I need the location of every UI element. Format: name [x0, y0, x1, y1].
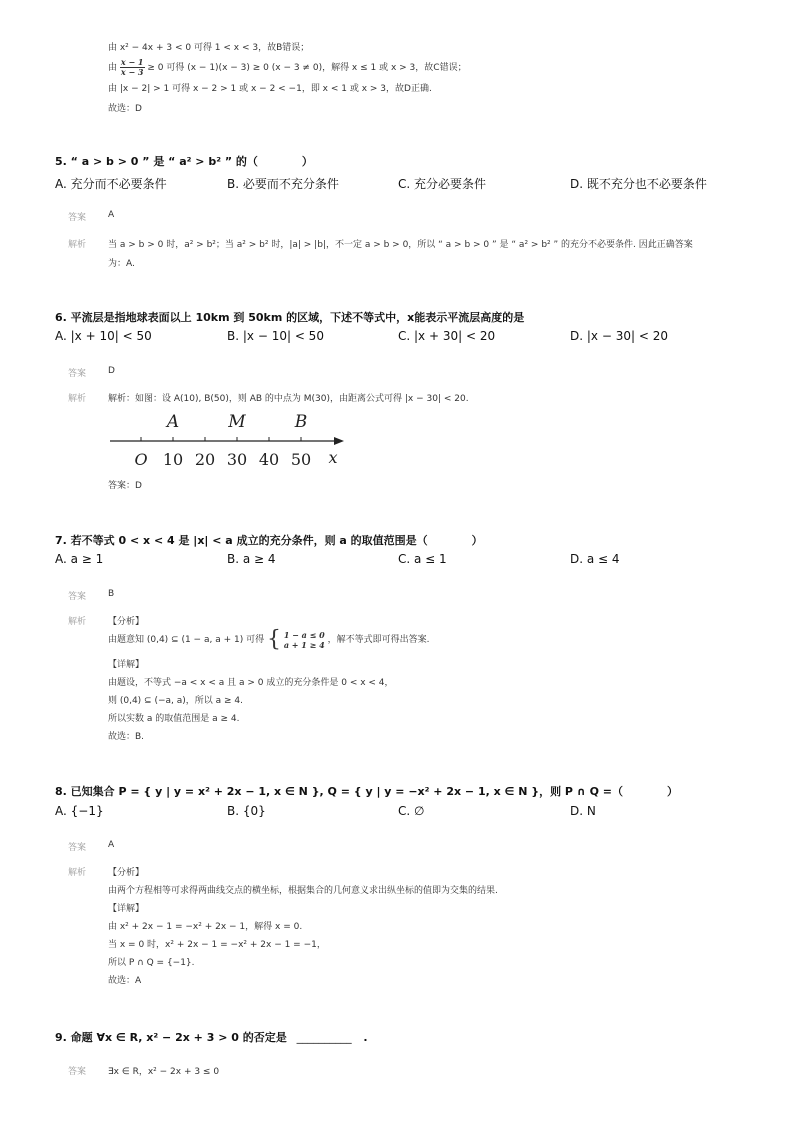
fraction — [120, 58, 145, 77]
tick-label-20: 20 — [194, 450, 216, 469]
q6-analysis-line-1: 解析：如图：设 A(10), B(50)，则 AB 的中点为 M(30)，由距离公式可得 |x − 30| < 20. — [108, 394, 469, 404]
q7-analysis-line-c: 则 (0,4) ⊆ (−a, a)，所以 a ≥ 4. — [108, 696, 244, 706]
q7-analysis-line-a — [108, 627, 429, 652]
point-label-m: M — [228, 412, 246, 432]
top-line-2 — [108, 58, 467, 77]
tick-label-30: 30 — [226, 450, 248, 469]
q6-option-d: D. |x − 30| < 20 — [570, 329, 668, 343]
q8-option-b: B. {0} — [227, 804, 266, 818]
q7-option-b: B. a ≥ 4 — [227, 552, 276, 566]
q8-analysis-line-e: 故选：A — [108, 976, 142, 986]
q8-analysis-line-d: 所以 P ∩ Q = {−1}. — [108, 958, 195, 968]
number-line — [104, 408, 354, 470]
tick-label-10: 10 — [162, 450, 184, 469]
q7-fenxi: 【分析】 — [108, 617, 145, 627]
q8-answer-label: 答案 — [68, 843, 87, 853]
point-label-b: B — [294, 412, 308, 432]
q5-analysis-line-2: 为：A. — [108, 259, 135, 269]
left-brace: { — [266, 627, 281, 652]
q5-option-b: B. 必要而不充分条件 — [227, 177, 339, 191]
tick-label-50: 50 — [290, 450, 312, 469]
q8-xiangjie: 【详解】 — [108, 904, 145, 914]
q5-option-d: D. 既不充分也不必要条件 — [570, 177, 707, 191]
q5-option-a: A. 充分而不必要条件 — [55, 177, 167, 191]
q9-answer-label: 答案 — [68, 1067, 87, 1077]
fraction-denominator: x − 3 — [120, 67, 144, 77]
q5-analysis-label: 解析 — [68, 240, 87, 250]
q6-analysis-label: 解析 — [68, 394, 87, 404]
axis-label-x: x — [328, 448, 338, 467]
q9-stem: 9. 命题 ∀x ∈ R, x² − 2x + 3 > 0 的否定是 — [55, 1031, 287, 1044]
top-line-2-pre: 由 — [108, 63, 118, 73]
q6-option-a: A. |x + 10| < 50 — [55, 329, 152, 343]
q7-stem: 7. 若不等式 0 < x < 4 是 |x| < a 成立的充分条件，则 a 的取值范围是（ ） — [55, 534, 483, 547]
q8-analysis-label: 解析 — [68, 868, 87, 878]
q7-line-a-post: ，解不等式即可得出答案. — [327, 635, 430, 645]
brace-system — [267, 627, 325, 652]
fraction-numerator: x − 1 — [120, 57, 144, 67]
q7-line-a-pre: 由题意知 (0,4) ⊆ (1 − a, a + 1) 可得 — [108, 635, 265, 645]
q7-xiangjie: 【详解】 — [108, 660, 145, 670]
q9-answer: ∃x ∈ R，x² − 2x + 3 ≤ 0 — [108, 1067, 220, 1077]
q9-blank: __________ — [296, 1031, 352, 1044]
q7-option-a: A. a ≥ 1 — [55, 552, 104, 566]
q5-answer-label: 答案 — [68, 213, 87, 223]
tick-label-40: 40 — [258, 450, 280, 469]
q7-analysis-line-b: 由题设，不等式 −a < x < a 且 a > 0 成立的充分条件是 0 < x < 4， — [108, 678, 394, 688]
q5-stem: 5. “ a > b > 0 ” 是 “ a² > b² ” 的（ ） — [55, 155, 313, 168]
top-line-3: 由 |x − 2| > 1 可得 x − 2 > 1 或 x − 2 < −1，即 x < 1 或 x > 3，故D正确. — [108, 84, 432, 94]
q5-answer: A — [108, 210, 115, 220]
q6-answer: D — [108, 366, 115, 376]
top-line-1: 由 x² − 4x + 3 < 0 可得 1 < x < 3，故B错误； — [108, 43, 310, 53]
q6-answer-label: 答案 — [68, 369, 87, 379]
q6-option-b: B. |x − 10| < 50 — [227, 329, 324, 343]
top-line-4: 故选：D — [108, 104, 142, 114]
q6-option-c: C. |x + 30| < 20 — [398, 329, 496, 343]
point-label-a: A — [166, 412, 180, 432]
q6-answer-line: 答案：D — [108, 481, 142, 491]
brace-rows — [284, 630, 325, 650]
q7-option-c: C. a ≤ 1 — [398, 552, 447, 566]
brace-row-1: 1 − a ≤ 0 — [283, 629, 325, 640]
q8-option-d: D. N — [570, 804, 596, 818]
q7-analysis-line-d: 所以实数 a 的取值范围是 a ≥ 4. — [108, 714, 240, 724]
q5-analysis-line-1: 当 a > b > 0 时，a² > b²；当 a² > b² 时，|a| > |b|，不一定 a > b > 0，所以 “ a > b > 0 ” 是 “ a² > b² ” 的充分不必要条件. 因此正确答案 — [108, 240, 693, 250]
q7-answer-label: 答案 — [68, 592, 87, 602]
top-line-2-post: ≥ 0 可得 (x − 1)(x − 3) ≥ 0 (x − 3 ≠ 0)，解得 x ≤ 1 或 x > 3，故C错误； — [147, 63, 467, 73]
q8-stem: 8. 已知集合 P = { y | y = x² + 2x − 1, x ∈ N }, Q = { y | y = −x² + 2x − 1, x ∈ N }，则 P ∩ Q =（ ） — [55, 785, 678, 798]
q8-option-c: C. ∅ — [398, 804, 425, 818]
q7-analysis-label: 解析 — [68, 617, 87, 627]
q7-answer: B — [108, 589, 115, 599]
q6-stem: 6. 平流层是指地球表面以上 10km 到 50km 的区域，下述不等式中，x能表示平流层高度的是 — [55, 311, 525, 324]
q8-option-a: A. {−1} — [55, 804, 104, 818]
q9-stem-line — [55, 1029, 368, 1045]
q7-option-d: D. a ≤ 4 — [570, 552, 620, 566]
q7-analysis-line-e: 故选：B. — [108, 732, 145, 742]
q5-option-c: C. 充分必要条件 — [398, 177, 487, 191]
q9-stem-end: . — [363, 1031, 368, 1044]
tick-label-o: O — [134, 450, 148, 469]
q8-analysis-line-c: 当 x = 0 时，x² + 2x − 1 = −x² + 2x − 1 = −1， — [108, 940, 326, 950]
brace-row-2: a + 1 ≥ 4 — [283, 639, 325, 650]
q8-fenxi: 【分析】 — [108, 868, 145, 878]
q8-analysis-line-b: 由 x² + 2x − 1 = −x² + 2x − 1，解得 x = 0. — [108, 922, 303, 932]
number-line-arrow — [334, 437, 344, 445]
q8-answer: A — [108, 840, 115, 850]
q8-analysis-line-a: 由两个方程相等可求得两曲线交点的横坐标，根据集合的几何意义求出纵坐标的值即为交集的结果. — [108, 886, 498, 896]
